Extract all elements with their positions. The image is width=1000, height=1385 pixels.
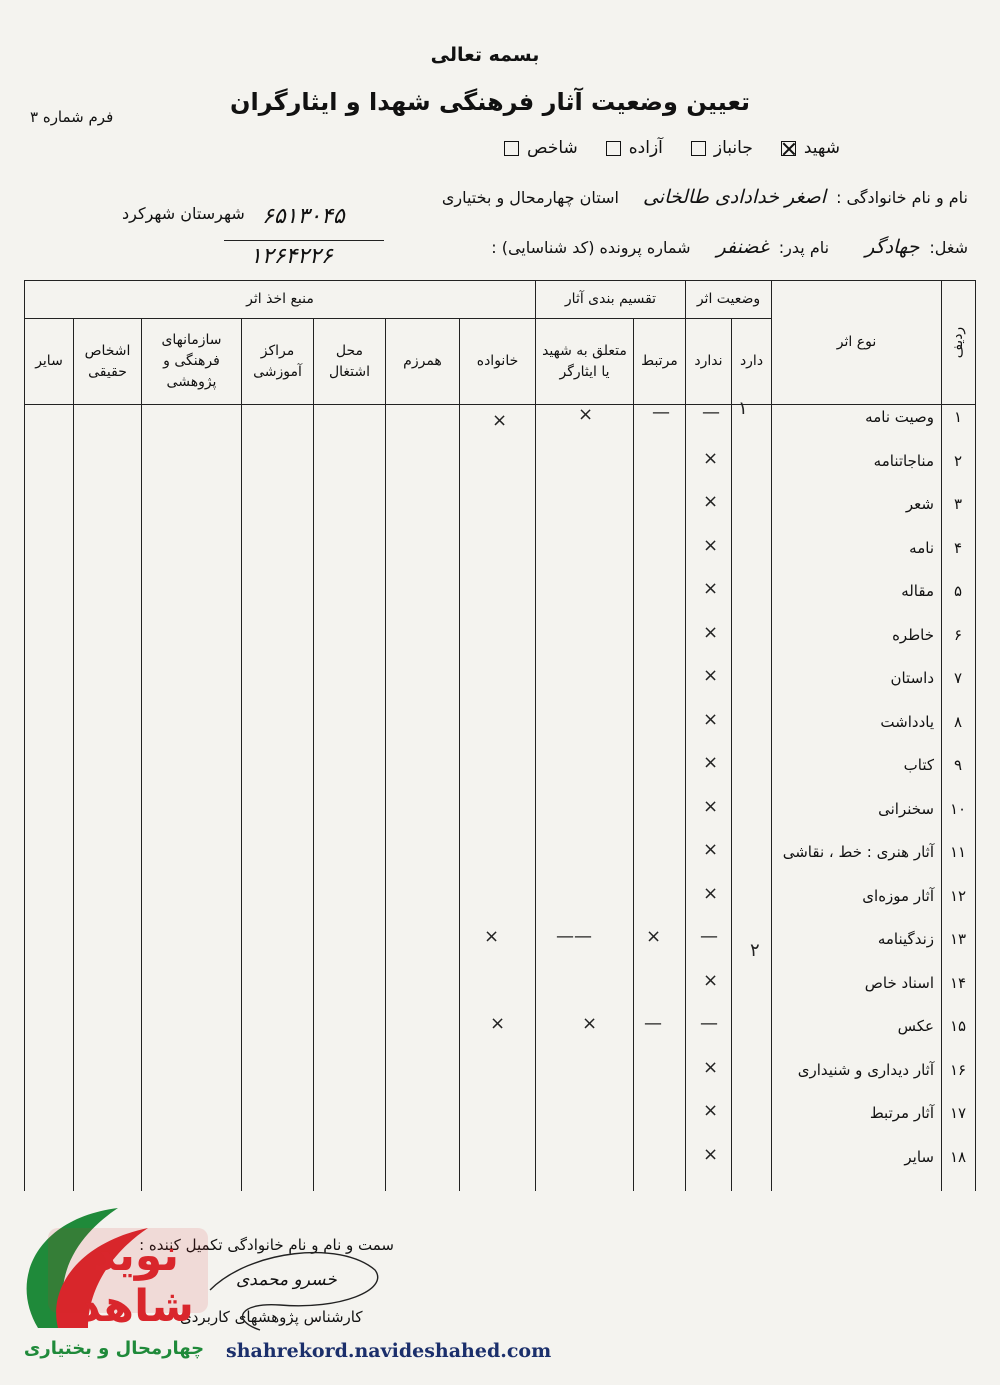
mark-x: × bbox=[703, 1143, 719, 1165]
name-label: نام و نام خانوادگی : bbox=[836, 188, 968, 207]
row-work-type: مناجاتنامه bbox=[873, 451, 934, 470]
form-title: تعیین وضعیت آثار فرهنگی شهدا و ایثارگران bbox=[229, 88, 751, 116]
bismillah: بسمه تعالی bbox=[430, 44, 540, 66]
checkbox[interactable] bbox=[504, 141, 519, 156]
category-checkboxes bbox=[504, 138, 840, 158]
job-value: جهادگر bbox=[865, 236, 920, 258]
row-work-type: شعر bbox=[905, 495, 934, 513]
mark-x: × bbox=[582, 1013, 598, 1034]
mark-dash: —— bbox=[556, 926, 592, 947]
row-number: ۹ bbox=[953, 756, 963, 774]
row-number: ۲ bbox=[953, 451, 963, 470]
row-work-type: آثار هنری : خط ، نقاشی bbox=[782, 843, 934, 861]
group-class-header: تقسیم بندی آثار bbox=[536, 281, 686, 319]
row-number: ۵ bbox=[953, 582, 963, 600]
col-family: خانواده bbox=[460, 319, 536, 405]
mark-x: × bbox=[578, 404, 594, 425]
row-number: ۶ bbox=[953, 625, 963, 644]
logo-text: نوید شاهد bbox=[78, 1230, 194, 1332]
row-number: ۳ bbox=[953, 495, 963, 513]
group-status-header: وضعیت اثر bbox=[686, 281, 772, 319]
row-number: ۱۳ bbox=[949, 930, 967, 948]
checkbox-checked[interactable] bbox=[781, 141, 796, 156]
row-number: ۷ bbox=[953, 669, 963, 687]
mark-x: × bbox=[703, 1056, 719, 1078]
row-work-type: آثار مرتبط bbox=[869, 1104, 934, 1122]
signature bbox=[190, 1230, 390, 1340]
completer-role: کارشناس پژوهشهای کاربردی bbox=[180, 1308, 363, 1326]
name-value: اصغر خدادادی طالخانی bbox=[642, 186, 827, 208]
row-work-type: سخنرانی bbox=[878, 799, 934, 818]
father-label: نام پدر: bbox=[778, 238, 830, 257]
website: shahrekord.navideshahed.com bbox=[226, 1340, 552, 1362]
mark-x: × bbox=[490, 1013, 506, 1034]
mark-x: × bbox=[703, 1100, 719, 1121]
category-notable[interactable]: شاخص bbox=[504, 138, 578, 158]
mark-x: × bbox=[703, 708, 719, 730]
mark-x: × bbox=[484, 926, 500, 947]
mark-x: × bbox=[703, 665, 719, 686]
mark-x: × bbox=[646, 926, 662, 947]
mark-x: × bbox=[703, 752, 719, 773]
mark-dash: — bbox=[700, 926, 718, 947]
row-work-type: زندگینامه bbox=[877, 930, 934, 948]
mark-x: × bbox=[703, 795, 719, 817]
mark-x: × bbox=[703, 839, 719, 860]
col-persons: اشخاص حقیقی bbox=[74, 319, 142, 405]
row-work-type: نامه bbox=[909, 538, 934, 557]
father-value: غضنفر bbox=[716, 236, 769, 258]
row-work-type: خاطره bbox=[892, 625, 934, 644]
col-edu: مراکز آموزشی bbox=[242, 319, 314, 405]
checkbox[interactable] bbox=[606, 141, 621, 156]
category-martyr[interactable]: شهید bbox=[781, 138, 840, 158]
job-label: شغل: bbox=[929, 238, 968, 257]
row-number: ۴ bbox=[953, 538, 963, 557]
mark-x: × bbox=[703, 969, 719, 991]
mark-dash: — bbox=[652, 402, 670, 423]
mark-dash: — bbox=[644, 1013, 662, 1034]
province-label: استان چهارمحال و بختیاری bbox=[441, 188, 619, 207]
navid-shahed-logo bbox=[8, 1188, 218, 1378]
row-work-type: اسناد خاص bbox=[864, 973, 934, 992]
id-value: ۱۲۶۴۲۲۶ bbox=[250, 244, 333, 269]
row-number: ۱۶ bbox=[949, 1060, 967, 1079]
row-number: ۱۷ bbox=[949, 1104, 967, 1122]
row-number: ۱۵ bbox=[949, 1017, 967, 1035]
row-work-type: وصیت نامه bbox=[865, 408, 934, 426]
row-work-type: آثار موزه‌ای bbox=[862, 886, 934, 905]
job-line bbox=[491, 236, 968, 258]
mark-x: × bbox=[703, 621, 719, 643]
logo-subtitle: چهارمحال و بختیاری bbox=[23, 1338, 205, 1359]
row-number: ۱۴ bbox=[949, 973, 967, 992]
fraction-line bbox=[224, 240, 384, 241]
row-work-type: سایر bbox=[904, 1147, 934, 1166]
col-hasnot: ندارد bbox=[686, 319, 732, 405]
mark-x: × bbox=[703, 882, 719, 904]
mark-x: × bbox=[492, 410, 508, 431]
col-row-header: ردیف bbox=[942, 281, 976, 405]
row-work-type: عکس bbox=[897, 1017, 934, 1035]
col-belongs: متعلق به شهید یا ایثارگر bbox=[536, 319, 634, 405]
mark-x: × bbox=[703, 578, 719, 599]
category-freed[interactable]: آزاده bbox=[606, 138, 663, 158]
row-work-type: مقاله bbox=[901, 582, 934, 600]
row-number: ۱۲ bbox=[949, 886, 967, 905]
category-veteran[interactable]: جانباز bbox=[691, 138, 753, 158]
city-label: شهرستان شهرکرد bbox=[122, 204, 245, 223]
row-number: ۱۰ bbox=[949, 799, 967, 818]
file-number-value: ۶۵۱۳۰۴۵ bbox=[262, 204, 345, 229]
col-other: سایر bbox=[25, 319, 74, 405]
col-has: دارد bbox=[732, 319, 772, 405]
mark-dash: — bbox=[700, 1013, 718, 1034]
mark-has-1: ۱ bbox=[738, 398, 748, 419]
form-number: فرم شماره ۳ bbox=[30, 108, 114, 126]
mark-x: × bbox=[703, 447, 719, 469]
row-work-type: کتاب bbox=[903, 756, 934, 774]
mark-dash: — bbox=[702, 402, 720, 423]
col-workplace: محل اشتغال bbox=[314, 319, 386, 405]
col-type-header: نوع اثر bbox=[772, 281, 942, 405]
row-work-type: یادداشت bbox=[880, 712, 934, 731]
mark-x: × bbox=[703, 534, 719, 556]
row-work-type: آثار دیداری و شنیداری bbox=[797, 1060, 934, 1079]
completer-name: خسرو محمدی bbox=[236, 1270, 337, 1290]
row-number: ۱ bbox=[953, 408, 963, 426]
file-number-label: شماره پرونده (کد شناسایی) : bbox=[491, 238, 691, 257]
row-work-type: داستان bbox=[890, 669, 934, 687]
col-related: مرتبط bbox=[634, 319, 686, 405]
completer-label: سمت و نام و نام خانوادگی تکمیل کننده : bbox=[139, 1236, 394, 1254]
col-orgs: سازمانهای فرهنگی و پژوهشی bbox=[142, 319, 242, 405]
name-line bbox=[442, 186, 968, 208]
group-source-header: منبع اخذ اثر bbox=[25, 281, 536, 319]
checkbox[interactable] bbox=[691, 141, 706, 156]
row-number: ۱۸ bbox=[949, 1147, 967, 1166]
mark-has-13: ۲ bbox=[750, 940, 760, 961]
col-comrade: همرزم bbox=[386, 319, 460, 405]
row-number: ۸ bbox=[953, 712, 963, 731]
mark-x: × bbox=[703, 491, 719, 512]
row-number: ۱۱ bbox=[949, 843, 967, 861]
